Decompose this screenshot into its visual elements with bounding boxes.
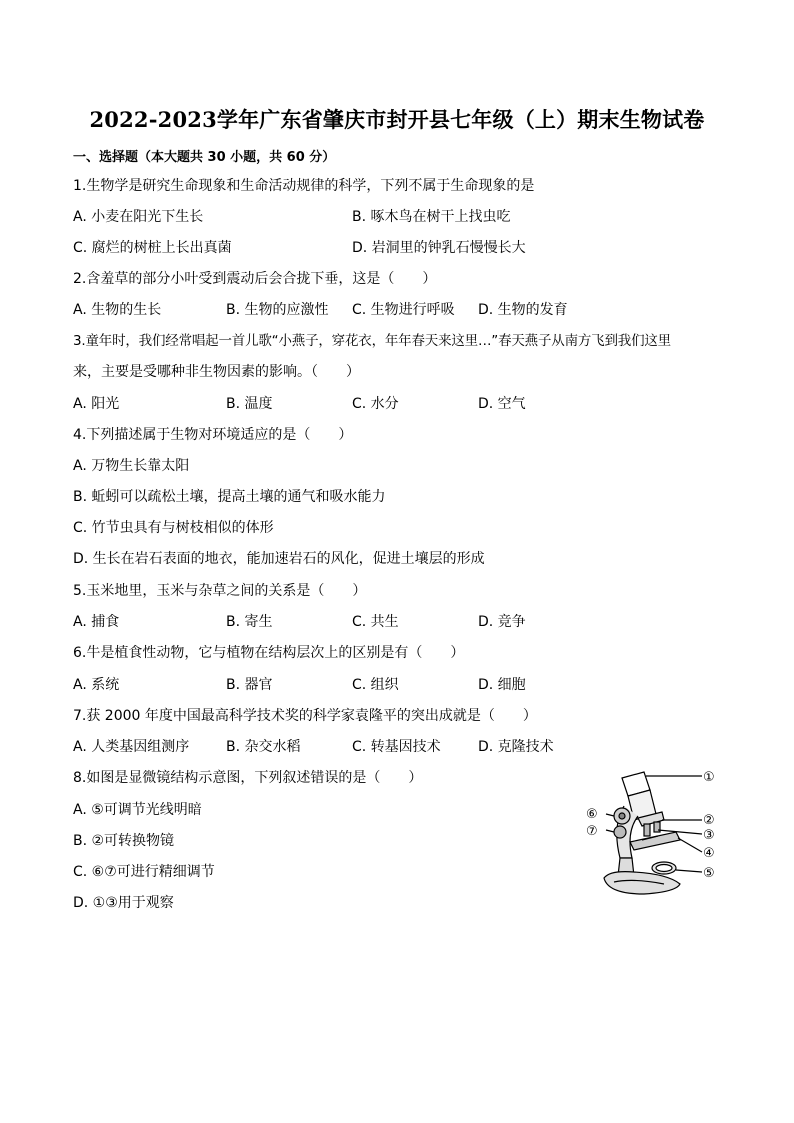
question-8-option-b[interactable]: B. ②可转换物镜	[73, 833, 175, 849]
question-4-option-a[interactable]: A. 万物生长靠太阳	[73, 458, 190, 474]
question-3-stem-continued: 来，主要是受哪种非生物因素的影响。（ ）	[73, 364, 360, 380]
question-5-option-b[interactable]: B. 寄生	[226, 614, 273, 630]
figure-label-7: ⑦	[586, 824, 598, 839]
question-8-option-d[interactable]: D. ①③用于观察	[73, 895, 174, 911]
question-4-option-b[interactable]: B. 蚯蚓可以疏松土壤，提高土壤的通气和吸水能力	[73, 489, 386, 505]
question-5-option-d[interactable]: D. 竞争	[478, 614, 526, 630]
question-2-option-b[interactable]: B. 生物的应激性	[226, 302, 329, 318]
page-title: 2022-2023学年广东省肇庆市封开县七年级（上）期末生物试卷	[89, 107, 705, 132]
question-1-option-c[interactable]: C. 腐烂的树桩上长出真菌	[73, 240, 232, 256]
figure-label-5: ⑤	[703, 866, 715, 881]
question-1-option-d[interactable]: D. 岩洞里的钟乳石慢慢长大	[352, 240, 526, 256]
question-6-option-c[interactable]: C. 组织	[352, 677, 399, 693]
question-6-stem: 6.牛是植食性动物，它与植物在结构层次上的区别是有（ ）	[73, 645, 465, 661]
figure-label-1: ①	[703, 770, 715, 785]
question-4-option-d[interactable]: D. 生长在岩石表面的地衣，能加速岩石的风化，促进土壤层的形成	[73, 551, 485, 567]
question-7-option-a[interactable]: A. 人类基因组测序	[73, 739, 190, 755]
question-3-option-a[interactable]: A. 阳光	[73, 396, 120, 412]
question-2-option-d[interactable]: D. 生物的发育	[478, 302, 568, 318]
question-8-option-c[interactable]: C. ⑥⑦可进行精细调节	[73, 864, 215, 880]
figure-label-6: ⑥	[586, 807, 598, 822]
question-7-option-c[interactable]: C. 转基因技术	[352, 739, 441, 755]
question-6-option-d[interactable]: D. 细胞	[478, 677, 526, 693]
question-1-option-a[interactable]: A. 小麦在阳光下生长	[73, 209, 204, 225]
question-7-option-b[interactable]: B. 杂交水稻	[226, 739, 301, 755]
figure-label-4: ④	[703, 846, 715, 861]
question-8-option-a[interactable]: A. ⑤可调节光线明暗	[73, 802, 202, 818]
question-5-stem: 5.玉米地里，玉米与杂草之间的关系是（ ）	[73, 583, 367, 599]
section-heading: 一、选择题（本大题共 30 小题，共 60 分）	[73, 150, 336, 165]
question-2-option-a[interactable]: A. 生物的生长	[73, 302, 162, 318]
question-1-option-b[interactable]: B. 啄木鸟在树干上找虫吃	[352, 209, 511, 225]
question-7-stem: 7.获 2000 年度中国最高科学技术奖的科学家袁隆平的突出成就是（ ）	[73, 708, 537, 724]
question-3-option-c[interactable]: C. 水分	[352, 396, 399, 412]
question-5-option-a[interactable]: A. 捕食	[73, 614, 120, 630]
question-3-stem: 3.童年时，我们经常唱起一首儿歌“小燕子，穿花衣，年年春天来这里…”春天燕子从南方飞到我们这里	[73, 333, 671, 349]
question-3-option-d[interactable]: D. 空气	[478, 396, 526, 412]
microscope-diagram	[584, 766, 724, 906]
question-1-stem: 1.生物学是研究生命现象和生命活动规律的科学，下列不属于生命现象的是	[73, 178, 535, 194]
question-2-option-c[interactable]: C. 生物进行呼吸	[352, 302, 455, 318]
question-6-option-b[interactable]: B. 器官	[226, 677, 273, 693]
question-5-option-c[interactable]: C. 共生	[352, 614, 399, 630]
question-4-option-c[interactable]: C. 竹节虫具有与树枝相似的体形	[73, 520, 274, 536]
question-4-stem: 4.下列描述属于生物对环境适应的是（ ）	[73, 427, 353, 443]
question-3-option-b[interactable]: B. 温度	[226, 396, 273, 412]
question-8-stem: 8.如图是显微镜结构示意图，下列叙述错误的是（ ）	[73, 770, 423, 786]
question-2-stem: 2.含羞草的部分小叶受到震动后会合拢下垂，这是（ ）	[73, 271, 437, 287]
figure-label-2: ②	[703, 813, 715, 828]
figure-label-3: ③	[703, 828, 715, 843]
question-6-option-a[interactable]: A. 系统	[73, 677, 120, 693]
question-7-option-d[interactable]: D. 克隆技术	[478, 739, 554, 755]
